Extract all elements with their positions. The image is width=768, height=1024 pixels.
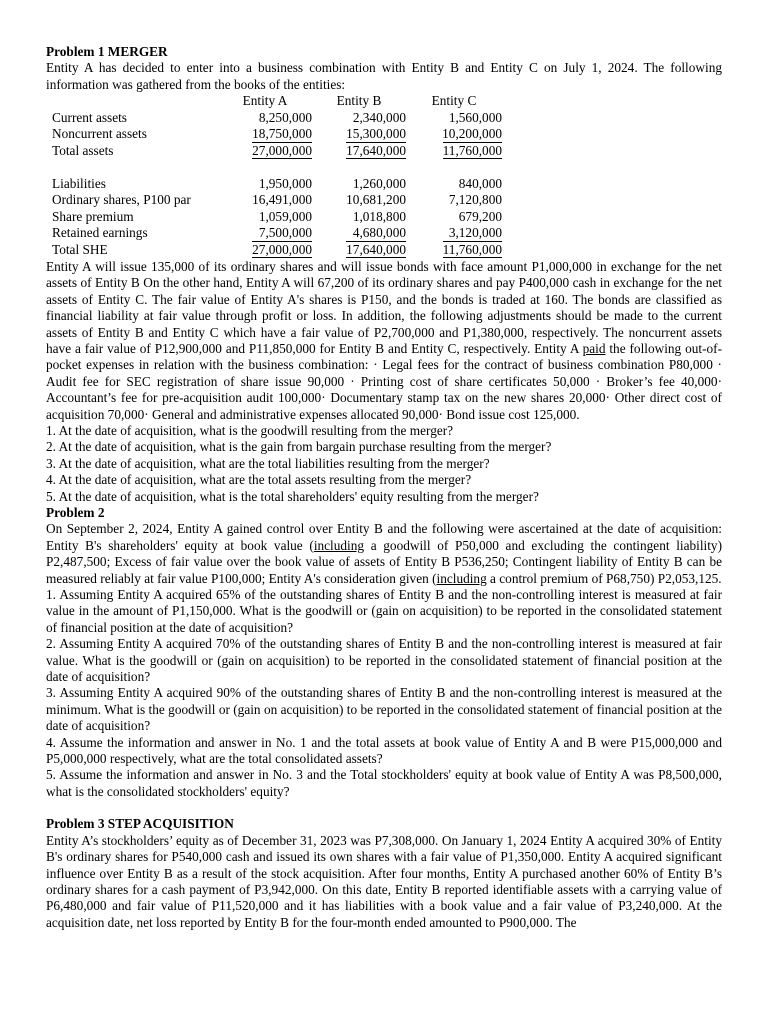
header-entity-c: Entity C bbox=[431, 93, 477, 109]
underlined-word: including bbox=[436, 570, 487, 586]
problem-2-title: Problem 2 bbox=[46, 504, 105, 520]
question-item: 4. Assume the information and answer in No. 1 and the total assets at book value of Entity A and B were P15,000,000 and P5,000,000 respectively, what are the total consolidated assets? bbox=[46, 734, 722, 767]
problem-2-body: On September 2, 2024, Entity A gained control over Entity B and the following were ascertained at the date of acquisition: Entity B's shareholders' equity at book value (including a goodwill of P50,000 and excluding the contingent liability) P2,487,500; Excess of fair value over the book value of assets of Entity B P536,250; Contingent liability of Entity B can be measured reliably at fair value P100,000; Entity A's consideration given (including a control premium of P68,750) P2,053,125. bbox=[46, 521, 722, 586]
question-item: 2. At the date of acquisition, what is the gain from bargain purchase resulting from the merger? bbox=[46, 439, 552, 455]
question-item: 3. Assuming Entity A acquired 90% of the outstanding shares of Entity B and the non-controlling interest is measured at the minimum. What is the goodwill or (gain on acquisition) to be reported in the consolidated statement of financial position at the date of acquisition? bbox=[46, 685, 722, 734]
question-item: 4. At the date of acquisition, what are the total assets resulting from the merger? bbox=[46, 472, 472, 488]
total-she-row: Total SHE 27,000,000 17,640,000 11,760,000 bbox=[52, 241, 502, 258]
table-row: Retained earnings 7,500,000 4,680,000 3,120,000 bbox=[52, 225, 502, 241]
table-row: Noncurrent assets 18,750,000 15,300,000 10,200,000 bbox=[52, 126, 502, 142]
total-assets-row: Total assets 27,000,000 17,640,000 11,760,000 bbox=[52, 142, 502, 159]
header-entity-b: Entity B bbox=[336, 93, 382, 109]
table-row: Current assets 8,250,000 2,340,000 1,560,000 bbox=[52, 109, 502, 125]
question-item: 1. Assuming Entity A acquired 65% of the outstanding shares of Entity B and the non-controlling interest is measured at fair value in the amount of P1,150,000. What is the goodwill or (gain on acquisition) to be reported in the consolidated statement of financial position at the date of acquisition? bbox=[46, 587, 722, 635]
problem-3-title: Problem 3 STEP ACQUISITION bbox=[46, 816, 234, 832]
question-item: 3. At the date of acquisition, what are the total liabilities resulting from the merger? bbox=[46, 455, 490, 471]
header-entity-a: Entity A bbox=[242, 93, 288, 109]
problem-1-body: Entity A will issue 135,000 of its ordinary shares and will issue bonds with face amount P1,000,000 in exchange for the net assets of Entity B On the other hand, Entity A will 67,200 of its ordinary shares and pay P400,000 cash in exchange for the net assets of Entity C. The fair value of Entity A's shares is P150, and the bonds is traded at 160. The bonds are classified as financial liability at fair value through profit or loss. In addition, the following adjustments should be made to the current assets of Entity B and Entity C which have a fair value of P2,700,000 and P1,380,000, respectively. The noncurrent assets have a fair value of P12,900,000 and P11,850,000 for Entity B and Entity C, respectively. Entity A paid the following out-of-pocket expenses in relation with the business combination: · Legal fees for the contract of business combination P80,000 · Audit fee for SEC registration of share issue 90,000 · Printing cost of share certificates 50,000 · Broker’s fee 40,000· Accountant’s fee for pre-acquisition audit 100,000· Documentary stamp tax on the new shares 20,000· Other direct cost of acquisition 70,000· General and administrative expenses allocated 90,000· Bond issue cost 125,000. bbox=[46, 258, 723, 422]
underlined-word: including bbox=[313, 537, 365, 553]
table-row: Ordinary shares, P100 par 16,491,000 10,681,200 7,120,800 bbox=[52, 192, 502, 208]
problem-1-title: Problem 1 MERGER bbox=[46, 44, 168, 59]
entity-balance-table bbox=[46, 93, 502, 259]
problem-1-intro: Entity A has decided to enter into a business combination with Entity B and Entity C on July 1, 2024. The following information was gathered from the books of the entities: bbox=[46, 60, 722, 92]
question-item: 1. At the date of acquisition, what is the goodwill resulting from the merger? bbox=[46, 422, 454, 438]
problem-3-body: Entity A’s stockholders’ equity as of December 31, 2023 was P7,308,000. On January 1, 2024 Entity A acquired 30% of Entity B's ordinary shares for P540,000 cash and issued its own shares with a fair value of P1,350,000. Entity A acquired significant influence over Entity B as a result of the stock acquisition. After four months, Entity A purchased another 60% of Entity B’s ordinary shares for a cash payment of P3,942,000. On this date, Entity B reported identifiable assets with a carrying value of P6,480,000 and fair value of P11,520,000 and it has liabilities with a book value and a fair value of P3,240,000. At the acquisition date, net loss reported by Entity B for the four-month ended amounted to P900,000. The bbox=[46, 832, 722, 930]
underlined-word: paid bbox=[582, 340, 606, 356]
question-item: 5. Assume the information and answer in No. 3 and the Total stockholders' equity at book value of Entity A was P8,500,000, what is the consolidated stockholders' equity? bbox=[46, 767, 722, 799]
table-row: Share premium 1,059,000 1,018,800 679,200 bbox=[52, 208, 502, 224]
table-row: Liabilities 1,950,000 1,260,000 840,000 bbox=[52, 175, 502, 191]
question-item: 2. Assuming Entity A acquired 70% of the outstanding shares of Entity B and the non-controlling interest is measured at fair value. What is the goodwill or (gain on acquisition) to be reported in the consolidated statement of financial position at the date of acquisition? bbox=[46, 636, 722, 685]
table-header-row bbox=[46, 93, 502, 109]
question-item: 5. At the date of acquisition, what is the total shareholders' equity resulting from the merger? bbox=[46, 488, 539, 504]
